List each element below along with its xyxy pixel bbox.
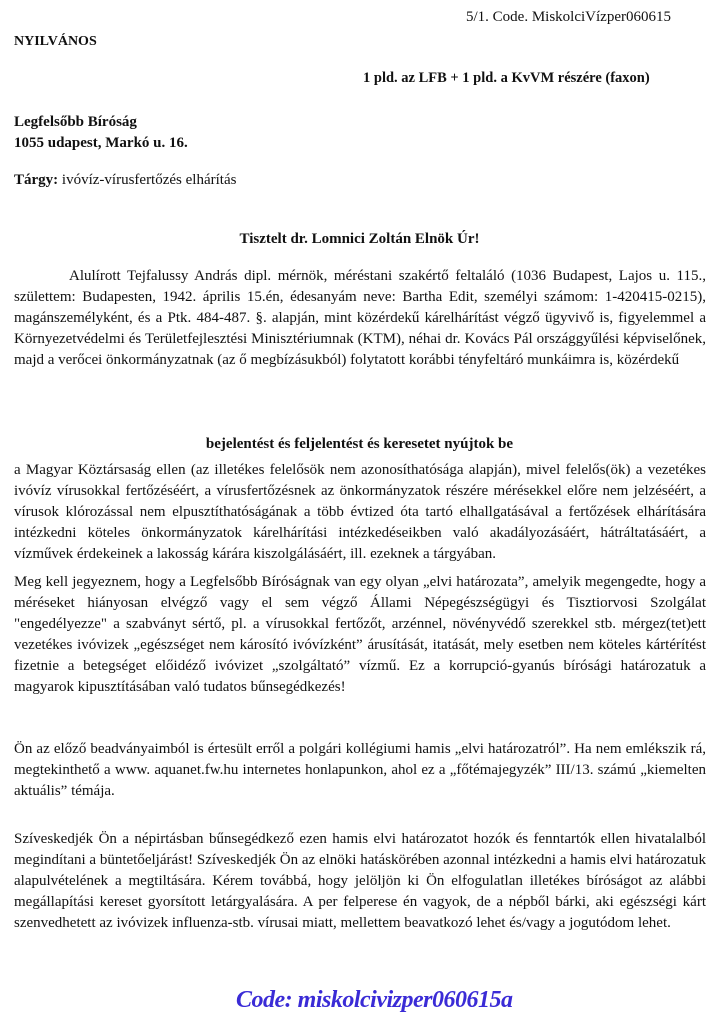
paragraph-request: Szíveskedjék Ön a népirtásban bűnsegédkező ezen hamis elvi határozatot hozók és fenntartók ellen hivatalalból megindítani a büntetőeljárást! Szíveskedjék Ön az elnöki hatáskörében azonnal intézkedni a hamis elvi határozatuk alapulvételének a megtiltására. Kérem továbbá, hogy jelöljön ki Ön elfogulatlan illetékes bíróságot az alábbi megállapítási kereset gyorsított letárgyalására. A per felperese én vagyok, de a népből bárki, aki egészségi kárt szenvedhetett az ivóvizek influenza-stb. vírusai miatt, mellettem beavatkozó lehet és/vagy a jogutódom lehet. (14, 831, 706, 931)
paragraph-complaint: a Magyar Köztársaság ellen (az illetékes felelősök nem azonosíthatósága alapján), mivel felelős(ök) a vezetékes ivóvíz vírusokkal fertőzéséért, a vírusfertőzésnek az önkormányzatok részére mérésekkel előre nem jelzéséért, a vírusok klórozással nem elpusztíthatóságának a több évtized óta tartó elhallgatásával a fertőzések elhárítására intézkedni köteles önkormányzatok kárelhárítási intézkedéseikben való akadályozásáért, hátráltatásáért, a vízművek érdekeinek a lakosság kárára kiszolgálásáért, ill. ezeknek a tárgyában. (14, 462, 706, 562)
paragraph-intro: Alulírott Tejfalussy András dipl. mérnök, méréstani szakértő feltaláló (1036 Budapest, Lajos u. 115., születtem: Budapesten, 1942. április 15.én, édesanyám neve: Bartha Edit, személyi számom: 1-420415-0215), magánszemélyként, és a Ptk. 484-487. §. alapján, mint közérdekű kárelhárítást végző ügyvivő is, figyelemmel a Környezetvédelmi és Területfejlesztési Minisztériumnak (KTM), néhai dr. Kovács Pál országgyűlési képviselőnek, majd a verőcei önkormányzatnak (az ő megbízásukból) folytatott korábbi tényfeltáró munkáimra is, közérdekű (14, 268, 706, 368)
subject-line (14, 172, 236, 189)
copies-note: 1 pld. az LFB + 1 pld. a KvVM részére (faxon) (363, 70, 650, 86)
recipient-name: Legfelsőbb Bíróság (14, 114, 137, 130)
recipient-address: 1055 udapest, Markó u. 16. (14, 135, 188, 151)
paragraph-reference: Ön az előző beadványaimból is értesült erről a polgári kollégiumi hamis „elvi határozatról”. Ha nem emlékszik rá, megtekinthető a www. aquanet.fw.hu internetes honlapunkon, ahol ez a „főtémajegyzék” III/13. számú „kiemelten aktuális” témája. (14, 741, 706, 799)
paragraph-ruling: Meg kell jegyeznem, hogy a Legfelsőbb Bíróságnak van egy olyan „elvi határozata”, amelyik megengedte, hogy a méréseket hiányosan elvégző vagy el sem végző Állami Népegészségügyi és Tisztiorvosi Szolgálat "engedélyezze" a szabványt sértő, pl. a vírusokkal fertőzőt, arzénnel, növényvédő szerekkel stb. mérgez(tet)ett vezetékes ivóvizek „egészséget nem károsító ivóvízként” árusítását, itatását, mely esetben nem köteles kártérítést fizetnie a betegséget előidéző ivóvizet „szolgáltató” vízmű. Ez a korrupció-gyanús bírósági határozatuk a magyarok kipusztításában való tudatos bűnsegédkezés! (14, 574, 706, 695)
subject-label: Tárgy: (14, 172, 59, 188)
salutation: Tisztelt dr. Lomnici Zoltán Elnök Úr! (239, 231, 480, 247)
subject-text: ivóvíz-vírusfertőzés elhárítás (58, 172, 237, 188)
classification-label: NYILVÁNOS (14, 34, 97, 49)
statement-heading: bejelentést és feljelentést és keresetet nyújtok be (205, 436, 514, 452)
document-code-top: 5/1. Code. MiskolciVízper060615 (466, 9, 671, 25)
document-code-bottom: Code: miskolcivizper060615a (236, 987, 513, 1013)
